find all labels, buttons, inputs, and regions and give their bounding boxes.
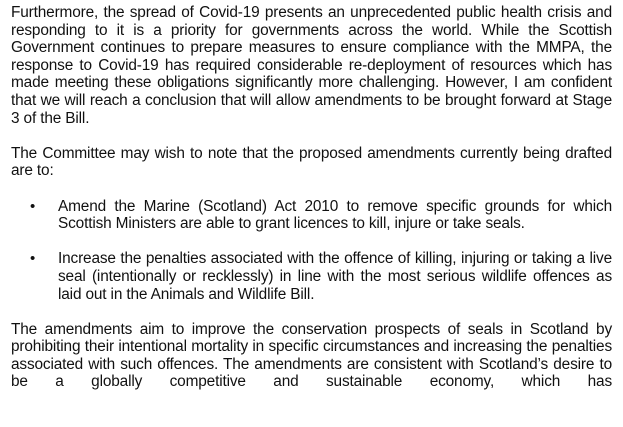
paragraph-committee-note: The Committee may wish to note that the proposed amendments currently being drafted are to: — [11, 144, 612, 180]
bullet-icon: • — [30, 197, 36, 215]
document-body — [11, 4, 612, 409]
list-item — [11, 198, 612, 233]
list-item-text: Increase the penalties associated with the offence of killing, injuring or taking a live seal (intentionally or recklessly) in line with the most serious wildlife offences as laid out in the Animals and Wildlife Bill. — [58, 250, 612, 303]
amendments-list — [11, 198, 612, 304]
paragraph-covid-response: Furthermore, the spread of Covid-19 presents an unprecedented public health crisis and responding to it is a priority for governments across the world. While the Scottish Government continues to prepare measures to ensure compliance with the MMPA, the response to Covid-19 has required considerable re-deployment of resources which has made meeting these obligations significantly more challenging. However, I am confident that we will reach a conclusion that will allow amendments to be brought forward at Stage 3 of the Bill. — [11, 4, 612, 127]
list-item — [11, 250, 612, 303]
list-item-text: Amend the Marine (Scotland) Act 2010 to remove specific grounds for which Scottish Ministers are able to grant licences to kill, injure or take seals. — [58, 197, 612, 233]
bullet-icon: • — [30, 250, 36, 268]
paragraph-amendments-aim: The amendments aim to improve the conservation prospects of seals in Scotland by prohibiting their intentional mortality in specific circumstances and increasing the penalties associated with such offences. The amendments are consistent with Scotland’s desire to be a globally competitive and sustainable economy, which has — [11, 320, 612, 391]
